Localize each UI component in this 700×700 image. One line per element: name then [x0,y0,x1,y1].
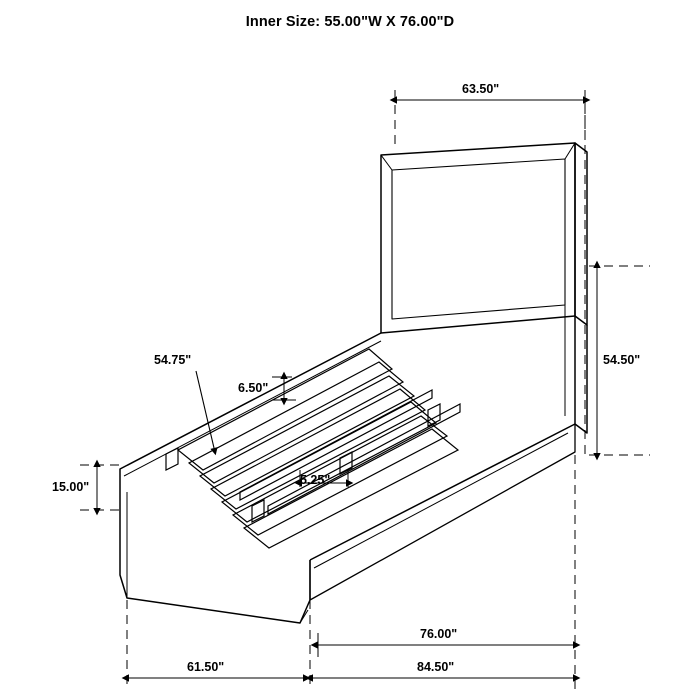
dimension-label-side-length: 61.50" [187,660,225,674]
dimension-label-deck-height: 15.00" [52,480,90,494]
dimension-label-slat-width: 6.50" [238,381,269,395]
dimension-label-inner-depth: 76.00" [420,627,458,641]
dimension-label-headboard-height: 54.50" [603,353,641,367]
dimension-label-slat-span: 54.75" [154,353,192,367]
page-title: Inner Size: 55.00"W X 76.00"D [245,14,455,30]
dimension-headboard-width [395,90,585,460]
slat-deck [178,349,458,548]
dimension-label-headboard-width: 63.50" [462,82,500,96]
dimension-label-overall-length: 84.50" [417,660,455,674]
bed-outline [120,143,587,623]
dimension-label-slat-gap: 5.25" [300,473,331,487]
